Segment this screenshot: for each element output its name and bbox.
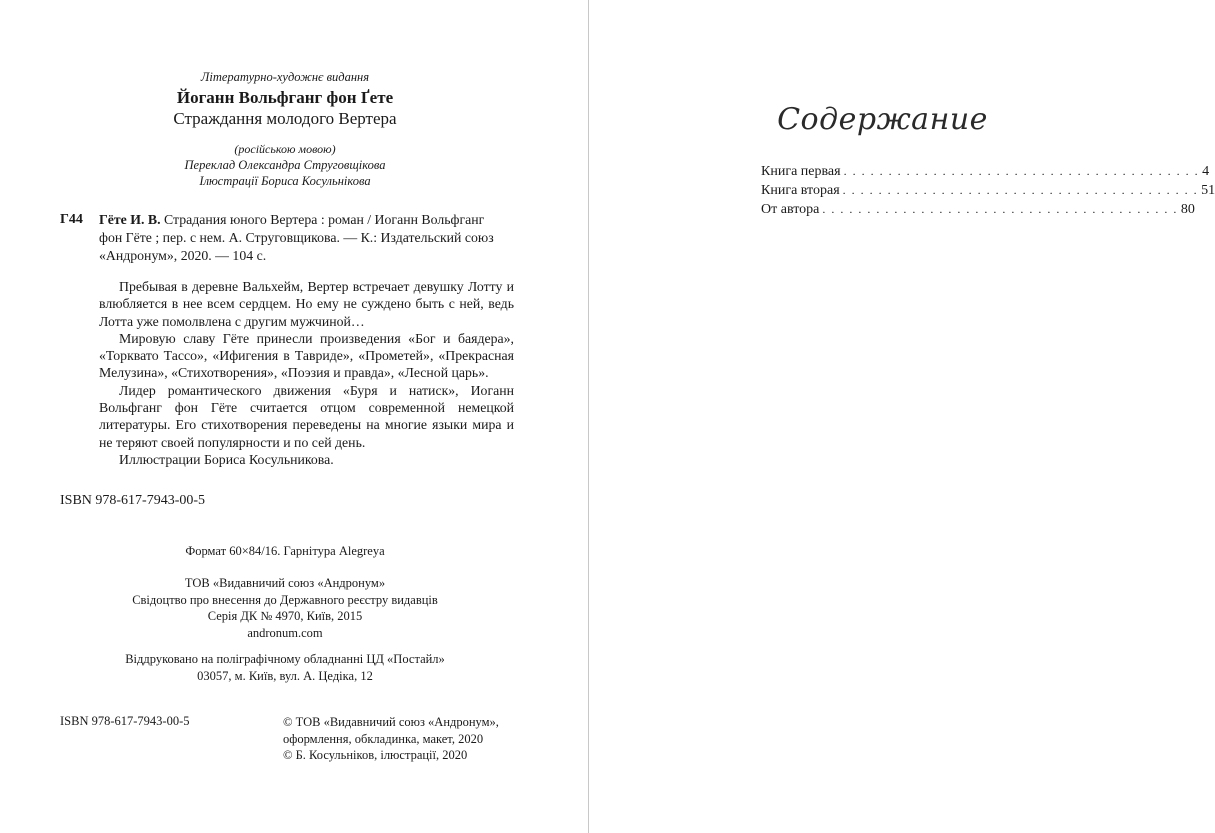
catalog-code: Г44 [60, 212, 83, 227]
biblio-author: Гёте И. В. [99, 212, 161, 227]
genre-line: Літературно-художнє видання [200, 70, 370, 84]
toc-leader-dots: . . . . . . . . . . . . . . . . . . . . . . . . . . . . . . . . . . . . . . . . [843, 164, 1200, 178]
annotation-paragraph: Иллюстрации Бориса Косульникова. [119, 451, 334, 467]
toc-title: Содержание [777, 102, 988, 137]
copyright-line: © ТОВ «Видавничий союз «Андронум», [283, 715, 499, 729]
toc-entry-label: Книга вторая [761, 183, 840, 198]
illustrator-line: Ілюстрації Бориса Косульнікова [199, 174, 371, 188]
toc-entry[interactable] [761, 164, 1210, 183]
format-line: Формат 60×84/16. Гарнітура Alegreya [185, 544, 385, 558]
imprint-page [0, 0, 588, 833]
printer-line: Віддруковано на поліграфічному обладнанні ЦД «Постайл» [125, 652, 445, 666]
language-note: (російською мовою) [234, 142, 336, 156]
bibliographic-record [99, 211, 499, 265]
contents-page [589, 0, 1215, 833]
toc-leader-dots: . . . . . . . . . . . . . . . . . . . . . . . . . . . . . . . . . . . . . . . . [822, 202, 1178, 216]
annotation-paragraph: Мировую славу Гёте принесли произведения «Бог и баядера», «Торквато Тассо», «Ифигения в Тавриде», «Прометей», «Прекрасная Мелузина», «Стихотворения», «Поэзия и правда», «Лесной царь». [99, 330, 514, 381]
table-of-contents [761, 164, 1215, 221]
toc-entry-label: От автора [761, 202, 820, 217]
toc-entry[interactable] [761, 183, 1215, 202]
toc-entry-page: 51 [1201, 183, 1215, 198]
annotation [99, 278, 514, 468]
toc-entry-page: 4 [1202, 164, 1210, 179]
author-name: Йоганн Вольфганг фон Ґете [176, 88, 394, 107]
publisher-line: ТОВ «Видавничий союз «Андронум» [184, 576, 386, 590]
biblio-description: Страдания юного Вертера : роман / Иоганн Вольфганг фон Гёте ; пер. с нем. А. Струговщикова. — К.: Издательский союз «Андронум», 2020. — 104 с. [99, 212, 494, 263]
isbn-small: ISBN 978-617-7943-00-5 [60, 714, 190, 728]
copyright-block [283, 714, 499, 764]
translator-line: Переклад Олександра Струговщікова [184, 158, 386, 172]
annotation-paragraph: Лидер романтического движения «Буря и натиск», Иоганн Вольфганг фон Гёте считается отцом современной немецкой литературы. Его стихотворения переведены на многие языки мира и не теряют своей популярности и по сей день. [99, 382, 514, 450]
publisher-block [80, 575, 490, 642]
copyright-line: © Б. Косульніков, ілюстрації, 2020 [283, 748, 468, 763]
publisher-website: andronum.com [247, 626, 323, 641]
copyright-line: оформлення, обкладинка, макет, 2020 [283, 731, 484, 746]
printer-block [80, 651, 490, 684]
annotation-paragraph: Пребывая в деревне Вальхейм, Вертер встречает девушку Лотту и влюбляется в нее всем сердцем. Но ему не суждено быть с ней, ведь Лотта уже помолвлена с другим мужчиной… [99, 279, 514, 329]
printer-line: 03057, м. Київ, вул. А. Цедіка, 12 [197, 668, 373, 683]
isbn: ISBN 978-617-7943-00-5 [60, 493, 206, 508]
book-title: Страждання молодого Вертера [173, 109, 397, 128]
toc-entry-label: Книга первая [761, 164, 841, 179]
publisher-line: Серія ДК № 4970, Київ, 2015 [207, 609, 363, 624]
publisher-line: Свідоцтво про внесення до Державного реєстру видавців [132, 592, 438, 607]
toc-leader-dots: . . . . . . . . . . . . . . . . . . . . . . . . . . . . . . . . . . . . . . . . [842, 183, 1199, 197]
toc-entry-page: 80 [1180, 202, 1195, 217]
toc-entry[interactable] [761, 202, 1195, 221]
